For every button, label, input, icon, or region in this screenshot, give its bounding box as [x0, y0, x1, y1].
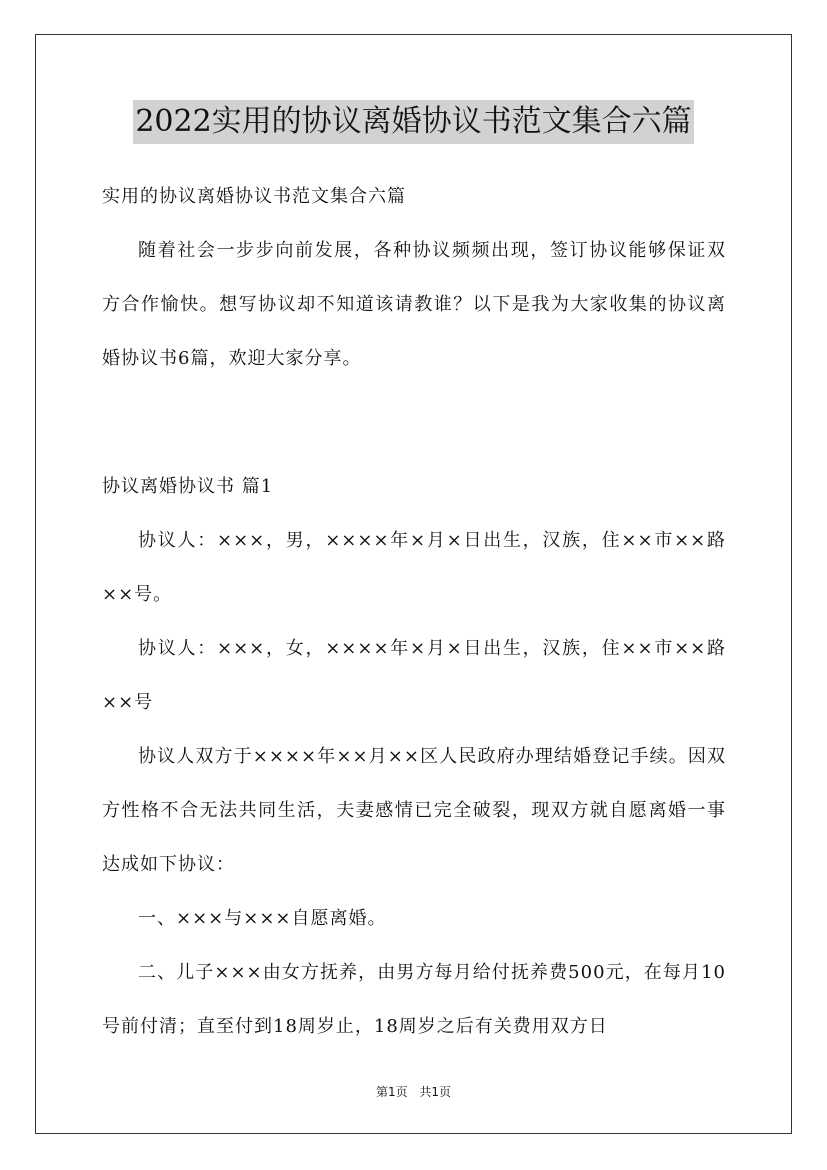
- body-paragraph: 协议人：×××，男，××××年×月×日出生，汉族，住××市××路××号。: [102, 530, 726, 605]
- page-footer: [0, 1083, 827, 1100]
- blank-line: [102, 386, 726, 440]
- body-paragraph: 一、×××与×××自愿离婚。: [138, 908, 387, 929]
- document-title: 2022实用的协议离婚协议书范文集合六篇: [133, 100, 693, 144]
- page-number: 第1页: [375, 1085, 408, 1099]
- body-paragraph: 协议人：×××，女，××××年×月×日出生，汉族，住××市××路××号: [102, 638, 726, 713]
- section-heading: 协议离婚协议书 篇1: [102, 476, 274, 497]
- intro-paragraph: 随着社会一步步向前发展，各种协议频频出现，签订协议能够保证双方合作愉快。想写协议却不知道该请教谁？以下是我为大家收集的协议离婚协议书6篇，欢迎大家分享。: [102, 240, 726, 369]
- document-body: [102, 170, 726, 1054]
- page-total: 共1页: [419, 1085, 452, 1099]
- body-paragraph: 二、儿子×××由女方抚养，由男方每月给付抚养费500元，在每月10号前付清；直至付到18周岁止，18周岁之后有关费用双方日: [102, 962, 726, 1037]
- title-container: [0, 100, 827, 144]
- body-paragraph: 协议人双方于××××年××月××区人民政府办理结婚登记手续。因双方性格不合无法共同生活，夫妻感情已完全破裂，现双方就自愿离婚一事达成如下协议：: [102, 746, 726, 875]
- document-subtitle: 实用的协议离婚协议书范文集合六篇: [102, 186, 406, 207]
